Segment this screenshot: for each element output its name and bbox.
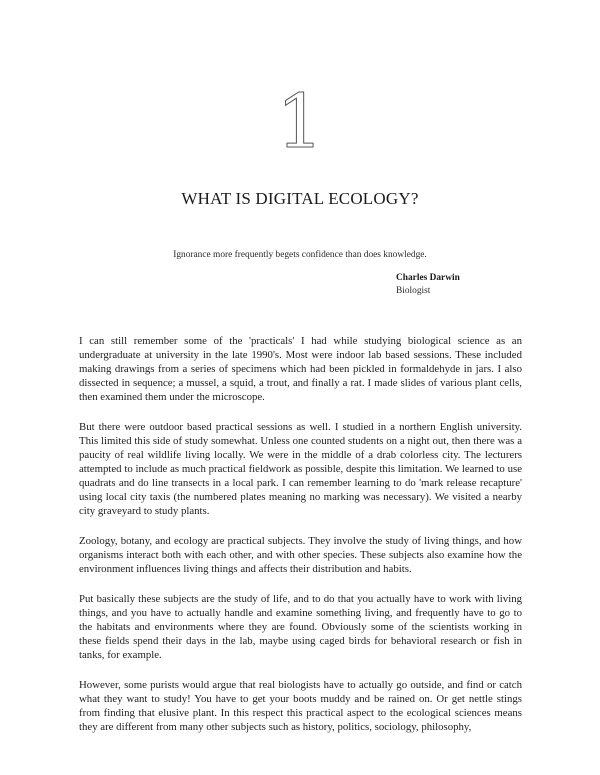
- body-paragraph: I can still remember some of the 'practicals' I had while studying biological science as an undergraduate at university in the late 1990's. Most were indoor lab based sessions. These included making drawings from a series of specimens which had been pickled in formaldehyde in jars. I also dissected in sequence; a mussel, a squid, a trout, and finally a rat. I made slides of various plant cells, then examined them under the microscope.: [79, 335, 522, 403]
- body-paragraph: Zoology, botany, and ecology are practical subjects. They involve the study of living things, and how organisms interact both with each other, and with other species. These subjects also examine how the environment influences living things and affects their distribution and habits.: [79, 535, 522, 575]
- chapter-body: [79, 334, 522, 750]
- chapter-number: 1: [276, 79, 324, 165]
- body-paragraph: However, some purists would argue that real biologists have to actually go outside, and find or catch what they want to study! You have to get your boots muddy and be rained on. Or get nettle stings from finding that elusive plant. In this respect this practical aspect to the ecological sciences means they are different from many other subjects such as history, politics, sociology, philosophy,: [79, 679, 522, 733]
- body-paragraph: But there were outdoor based practical sessions as well. I studied in a northern English university. This limited this side of study somewhat. Unless one counted students on a night out, then there was a paucity of real wildlife living locally. We were in the middle of a drab colorless city. The lecturers attempted to include as much practical fieldwork as possible, despite this limitation. We learned to use quadrats and do line transects in a local park. I can remember learning to do 'mark release recapture' using local city taxis (the numbered plates meaning no marking was necessary). We visited a nearby city graveyard to study plants.: [79, 421, 522, 517]
- epigraph-quote: Ignorance more frequently begets confidence than does knowledge.: [173, 250, 427, 260]
- epigraph-author: Charles Darwin: [396, 273, 460, 283]
- body-paragraph: Put basically these subjects are the study of life, and to do that you actually have to work with living things, and you have to actually handle and examine something living, and frequently have to go to the habitats and environments where they are found. Obviously some of the scientists working in these fields spend their days in the lab, maybe using caged birds for behavioral research or fish in tanks, for example.: [79, 593, 522, 661]
- epigraph-role: Biologist: [396, 286, 431, 296]
- chapter-title: WHAT IS DIGITAL ECOLOGY?: [181, 189, 419, 208]
